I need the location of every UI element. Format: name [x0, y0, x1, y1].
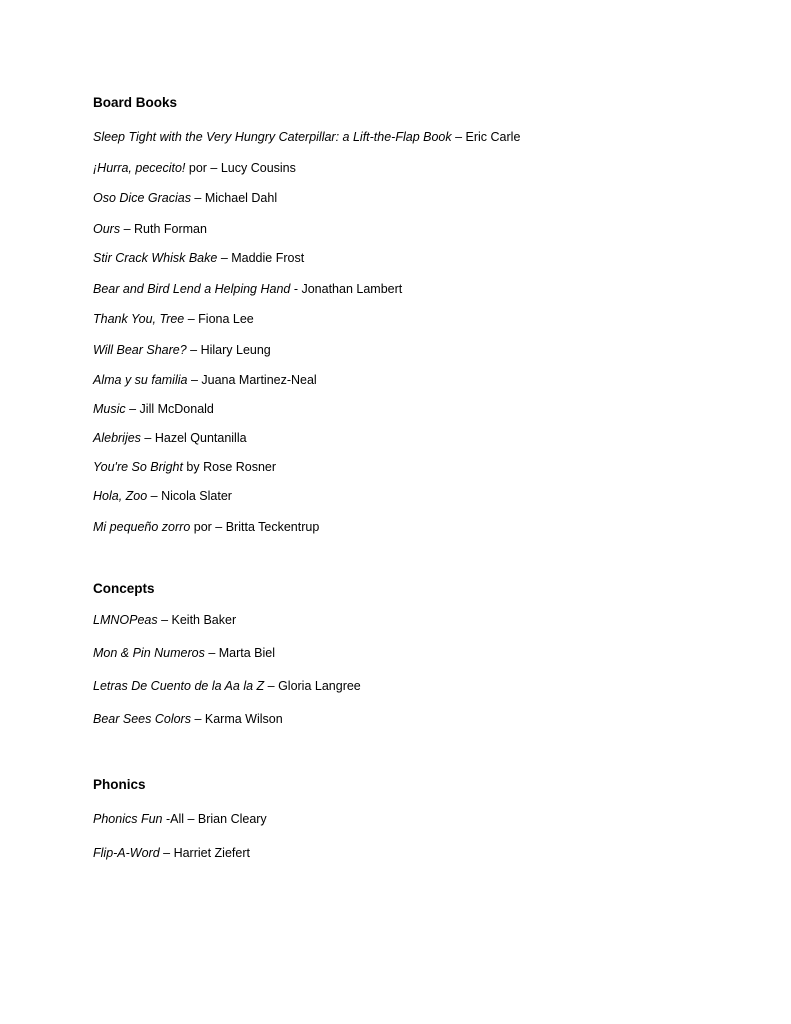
- book-title: Stir Crack Whisk Bake: [93, 251, 218, 265]
- book-author: – Marta Biel: [204, 646, 276, 660]
- section-heading-board-books: Board Books: [93, 95, 178, 110]
- list-item: [93, 372, 317, 388]
- book-author: – Jill McDonald: [125, 402, 214, 416]
- book-author: – Ruth Forman: [120, 222, 207, 236]
- list-item: [93, 221, 207, 237]
- book-author: – Michael Dahl: [190, 191, 278, 205]
- book-title: Letras De Cuento de la Aa la Z: [93, 679, 265, 693]
- list-item: [93, 612, 236, 628]
- book-title: Bear Sees Colors: [93, 712, 191, 726]
- book-author: – Hazel Quntanilla: [140, 431, 247, 445]
- book-title: Sleep Tight with the Very Hungry Caterpillar: a Lift-the-Flap Book: [93, 130, 452, 144]
- book-title: Flip-A-Word: [93, 846, 160, 860]
- book-title: Bear and Bird Lend a Helping Hand: [93, 282, 291, 296]
- book-author: – Maddie Frost: [217, 251, 305, 265]
- book-author: – Keith Baker: [157, 613, 237, 627]
- list-item: [93, 811, 267, 827]
- section-heading-phonics: Phonics: [93, 777, 146, 792]
- list-item: [93, 281, 402, 297]
- list-item: [93, 488, 232, 504]
- book-author: por – Britta Teckentrup: [190, 520, 320, 534]
- book-title: LMNOPeas: [93, 613, 158, 627]
- list-item: [93, 711, 283, 727]
- list-item: [93, 430, 247, 446]
- book-title: Hola, Zoo: [93, 489, 148, 503]
- list-item: [93, 311, 254, 327]
- book-title: Ours: [93, 222, 121, 236]
- book-title: Mi pequeño zorro: [93, 520, 191, 534]
- book-author: – Hilary Leung: [186, 343, 271, 357]
- list-item: [93, 459, 276, 475]
- list-item: [93, 845, 250, 861]
- book-author: – Karma Wilson: [190, 712, 283, 726]
- book-title: Alebrijes: [93, 431, 141, 445]
- list-item: [93, 250, 304, 266]
- list-item: [93, 678, 361, 694]
- list-item: [93, 190, 277, 206]
- book-title: You're So Bright: [93, 460, 183, 474]
- book-title: Will Bear Share?: [93, 343, 187, 357]
- list-item: [93, 519, 319, 535]
- book-title: Thank You, Tree: [93, 312, 185, 326]
- section-heading-concepts: Concepts: [93, 581, 155, 596]
- book-title: Alma y su familia: [93, 373, 188, 387]
- book-author: – Nicola Slater: [147, 489, 232, 503]
- book-title: Music: [93, 402, 126, 416]
- list-item: [93, 342, 271, 358]
- book-author: -All – Brian Cleary: [162, 812, 267, 826]
- book-author: – Juana Martinez-Neal: [187, 373, 317, 387]
- list-item: [93, 129, 520, 145]
- book-author: – Fiona Lee: [184, 312, 254, 326]
- book-title: ¡Hurra, pececito!: [93, 161, 186, 175]
- book-author: – Eric Carle: [451, 130, 521, 144]
- book-title: Phonics Fun: [93, 812, 163, 826]
- list-item: [93, 160, 296, 176]
- book-author: - Jonathan Lambert: [290, 282, 403, 296]
- book-author: – Gloria Langree: [264, 679, 361, 693]
- book-title: Mon & Pin Numeros: [93, 646, 205, 660]
- book-author: por – Lucy Cousins: [185, 161, 296, 175]
- list-item: [93, 645, 275, 661]
- list-item: [93, 401, 214, 417]
- book-author: by Rose Rosner: [182, 460, 277, 474]
- book-title: Oso Dice Gracias: [93, 191, 191, 205]
- book-author: – Harriet Ziefert: [159, 846, 250, 860]
